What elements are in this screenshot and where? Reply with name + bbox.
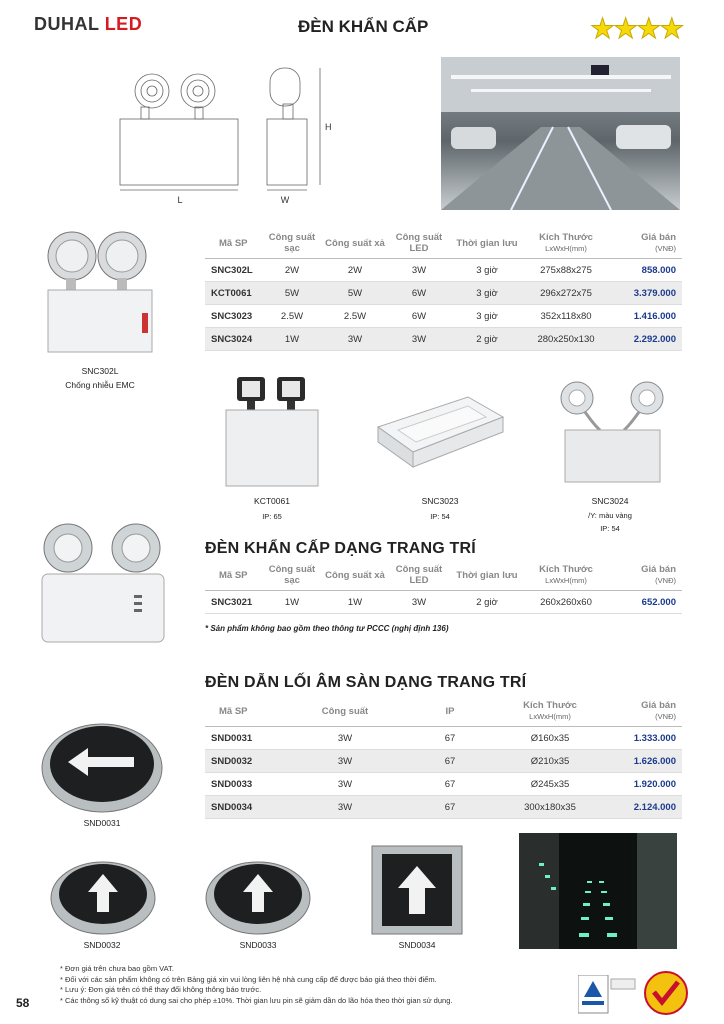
kct0061-ip: IP: 65 (262, 512, 282, 521)
dimension-h-label: H (325, 122, 332, 132)
dimension-l-label: L (177, 195, 183, 205)
snc3024-caption: SNC3024 (591, 496, 629, 506)
snc3023-image (368, 392, 508, 472)
table-row: SNC3024 1W 3W 3W 2 giờ 280x250x130 2.292.000 (205, 328, 682, 351)
snd0032-image (48, 856, 158, 936)
snd0034-image (370, 844, 465, 936)
snd0034-caption: SND0034 (398, 940, 436, 950)
col-led: Công suất LED (387, 230, 451, 259)
parking-scene-illustration (441, 57, 680, 210)
floor-guide-table: Mã SP Công suất IP Kích Thước LxWxH(mm) Giá bán (VNĐ) SND0031 3W 67 Ø160x35 1.333.000 SND0032 3W 67 Ø210x35 1.626.000 SND0033 3W 67 Ø245x35 1.920.000 SND0034 3W 67 300x180x35 2.124.000 (205, 698, 682, 819)
col-time: Thời gian lưu (451, 230, 523, 259)
snc3024-note: /Y: màu vàng (588, 511, 632, 520)
snc302l-note: Chống nhiễu EMC (65, 380, 135, 390)
footnote-contact: * Đối với các sản phẩm không có trên Bảng giá xin vui lòng liên hệ nhà cung cấp để được báo giá theo thời điểm. (60, 974, 437, 984)
stair-lighting-photo (519, 833, 677, 949)
stair-lights-illustration (519, 833, 677, 949)
footnotes (60, 964, 452, 1006)
page-title: ĐÈN KHẨN CẤP (298, 17, 429, 36)
dimension-diagram (105, 60, 335, 210)
brand-logo: DUHAL LED (34, 14, 143, 34)
col-charge: Công suất sạc (261, 230, 323, 259)
snc3023-caption: SNC3023 (421, 496, 459, 506)
footnote-vat: * Đơn giá trên chưa bao gồm VAT. (60, 964, 174, 973)
snc3021-image (38, 520, 168, 645)
col-size: Kích Thước LxWxH(mm) (523, 230, 609, 259)
parking-garage-photo (441, 57, 680, 210)
footnote-tolerance: * Các thông số kỹ thuật có dung sai cho phép ±10%. Thời gian lưu pin sẽ giảm dần do lão hóa theo thời gian sử dụng. (60, 995, 453, 1005)
page-number: 58 (16, 996, 30, 1010)
pccc-note: * Sản phẩm không bao gồm theo thông tư PCCC (nghị định 136) (205, 624, 449, 633)
col-discharge: Công suất xả (323, 230, 387, 259)
snc302l-image (42, 228, 162, 358)
table-row: SNC302L 2W 2W 3W 3 giờ 275x88x275 858.000 (205, 259, 682, 282)
kct0061-caption: KCT0061 (254, 496, 290, 506)
snd0033-caption: SND0033 (239, 940, 277, 950)
snd0031-image (40, 714, 165, 814)
emergency-light-table (205, 230, 682, 351)
section-decorative-emergency-title: ĐÈN KHẨN CẤP DẠNG TRANG TRÍ (205, 540, 476, 557)
table-row: KCT0061 5W 5W 6W 3 giờ 296x272x75 3.379.000 (205, 282, 682, 305)
snd0032-caption: SND0032 (83, 940, 121, 950)
table-row: SND0032 3W 67 Ø210x35 1.626.000 (205, 750, 682, 773)
snd0033-image (203, 856, 313, 936)
dimension-w-label: W (280, 195, 290, 205)
table-row: SND0033 3W 67 Ø245x35 1.920.000 (205, 773, 682, 796)
footnote-price-change: * Lưu ý: Đơn giá trên có thể thay đổi không thông báo trước. (60, 985, 262, 994)
snd0031-caption: SND0031 (83, 818, 121, 828)
col-code: Mã SP (205, 230, 261, 259)
snc3023-ip: IP: 54 (430, 512, 450, 521)
rating-stars: ★★★★ (590, 13, 683, 44)
certification-logo (578, 975, 638, 1015)
kct0061-image (222, 372, 322, 490)
quality-award-seal-icon (642, 970, 690, 1016)
section-floor-guide-title: ĐÈN DẪN LỐI ÂM SÀN DẠNG TRANG TRÍ (205, 674, 527, 691)
snc3024-ip: IP: 54 (600, 524, 620, 533)
table-row: SND0031 3W 67 Ø160x35 1.333.000 (205, 727, 682, 750)
snc302l-caption: SNC302L (81, 366, 119, 376)
table-row: SNC3021 1W 1W 3W 2 giờ 260x260x60 652.000 (205, 591, 682, 614)
table-row: SND0034 3W 67 300x180x35 2.124.000 (205, 796, 682, 819)
decorative-emergency-table: Mã SP Công suất sạc Công suất xả Công suất LED Thời gian lưu Kích Thước LxWxH(mm) Giá bán (VNĐ) SNC3021 1W 1W 3W 2 giờ 260x260x60 652.000 (205, 562, 682, 614)
table-row: SNC3023 2.5W 2.5W 6W 3 giờ 352x118x80 1.416.000 (205, 305, 682, 328)
snc3024-image (555, 378, 670, 488)
col-price: Giá bán (VNĐ) (609, 230, 682, 259)
